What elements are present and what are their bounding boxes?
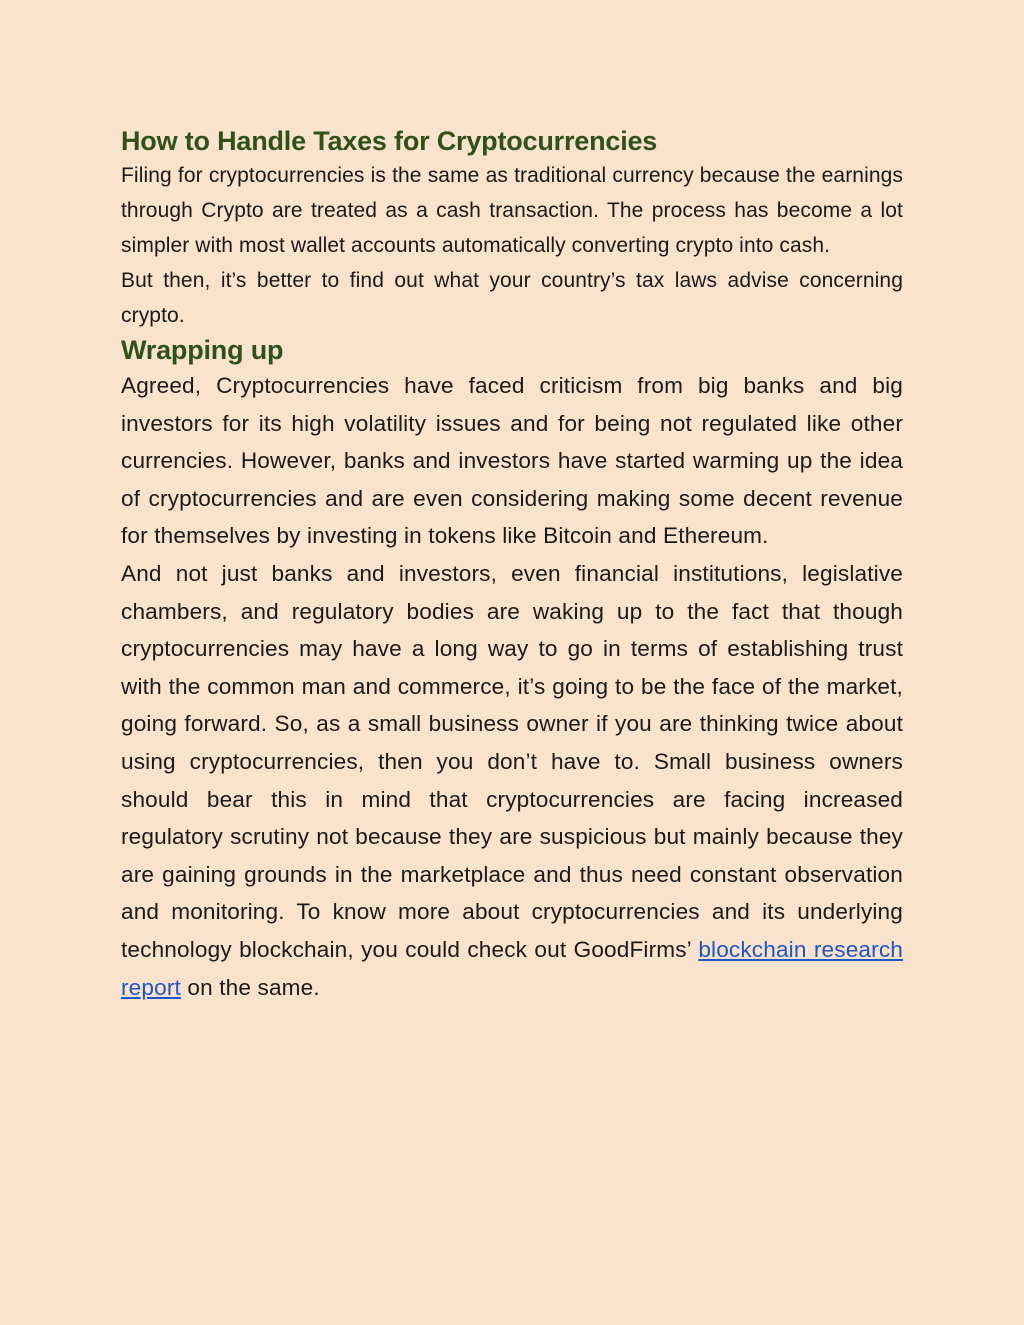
section-title-taxes: How to Handle Taxes for Cryptocurrencies: [121, 126, 658, 156]
taxes-paragraph-1: Filing for cryptocurrencies is the same as traditional currency because the earnings through Crypto are treated as a cash transaction. The process has become a lot simpler with most wallet accounts automatically converting crypto into cash.: [121, 164, 903, 257]
taxes-paragraph-2: But then, it’s better to find out what your country’s tax laws advise concerning crypto.: [121, 269, 903, 327]
section-title-wrapping-up: Wrapping up: [121, 335, 284, 365]
wrapping-up-paragraph-2-end: on the same.: [180, 974, 320, 1000]
wrapping-up-paragraph-2-text: And not just banks and investors, even financial institutions, legislative chambers, and regulatory bodies are waking up to the fact that though cryptocurrencies may have a long way to go in terms of establishing trust with the common man and commerce, it’s going to be the face of the market, going forward. So, as a small business owner if you are thinking twice about using cryptocurrencies, then you don’t have to. Small business owners should bear this in mind that cryptocurrencies are facing increased regulatory scrutiny not because they are suspicious but mainly because they are gaining grounds in the marketplace and thus need constant observation and monitoring. To know more about cryptocurrencies and its underlying technology blockchain, you could check out GoodFirms’: [121, 560, 903, 962]
blockchain-report-link[interactable]: blockchain research report: [121, 936, 903, 1000]
wrapping-up-paragraph-2: [121, 555, 903, 1006]
wrapping-up-paragraph-1: Agreed, Cryptocurrencies have faced criticism from big banks and big investors for its high volatility issues and for being not regulated like other currencies. However, banks and investors have started warming up the idea of cryptocurrencies and are even considering making some decent revenue for themselves by investing in tokens like Bitcoin and Ethereum.: [121, 373, 903, 549]
